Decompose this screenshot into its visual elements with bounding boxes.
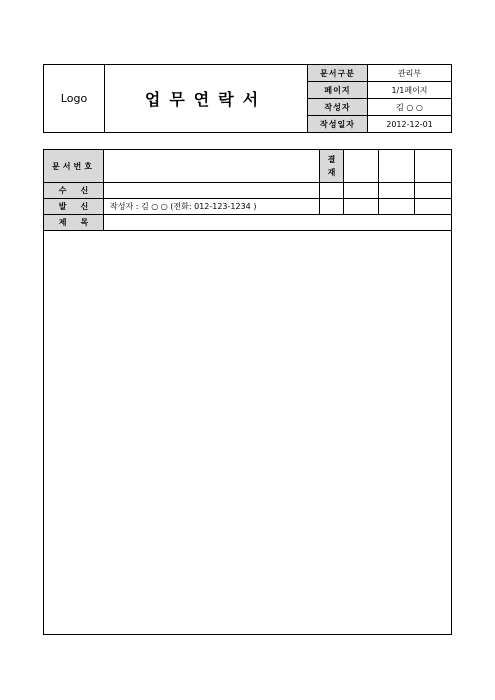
recipient-field[interactable] [104, 183, 320, 199]
author-label: 작성자 [308, 99, 368, 116]
date-label: 작성일자 [308, 116, 368, 133]
approval-label-bottom: 재 [327, 168, 336, 177]
subject-field[interactable] [104, 215, 452, 231]
author-value: 김 ○ ○ [368, 99, 452, 116]
approval-box-2[interactable] [379, 150, 415, 183]
approval-box-1[interactable] [344, 150, 379, 183]
page-value: 1/1페이지 [368, 82, 452, 99]
logo-cell [44, 65, 105, 133]
doc-number-field[interactable] [104, 150, 320, 183]
doc-type-label: 문서구분 [308, 65, 368, 82]
approval-sign-0[interactable] [320, 183, 344, 199]
content-area[interactable] [44, 231, 452, 635]
approval-sign-6[interactable] [379, 199, 415, 215]
document-header [43, 64, 452, 133]
approval-box-3[interactable] [415, 150, 452, 183]
approval-label-top: 결 [327, 155, 336, 164]
approval-sign-2[interactable] [379, 183, 415, 199]
recipient-label: 수신 [44, 183, 104, 199]
sender-label: 발신 [44, 199, 104, 215]
approval-sign-3[interactable] [415, 183, 452, 199]
approval-sign-1[interactable] [344, 183, 379, 199]
doc-type-value: 관리부 [368, 65, 452, 82]
subject-label: 제목 [44, 215, 104, 231]
title-text: 업무연락서 [144, 90, 268, 109]
company-logo: Logo [60, 92, 88, 105]
page-label: 페이지 [308, 82, 368, 99]
approval-label [320, 150, 344, 183]
approval-sign-7[interactable] [415, 199, 452, 215]
doc-number-label: 문서번호 [44, 150, 104, 183]
memo-form [43, 149, 452, 635]
sender-field[interactable]: 작성자 : 김 ○ ○ (전화: 012-123-1234 ) [104, 199, 320, 215]
approval-sign-4[interactable] [320, 199, 344, 215]
date-value: 2012-12-01 [368, 116, 452, 133]
document-title [105, 65, 308, 133]
approval-sign-5[interactable] [344, 199, 379, 215]
